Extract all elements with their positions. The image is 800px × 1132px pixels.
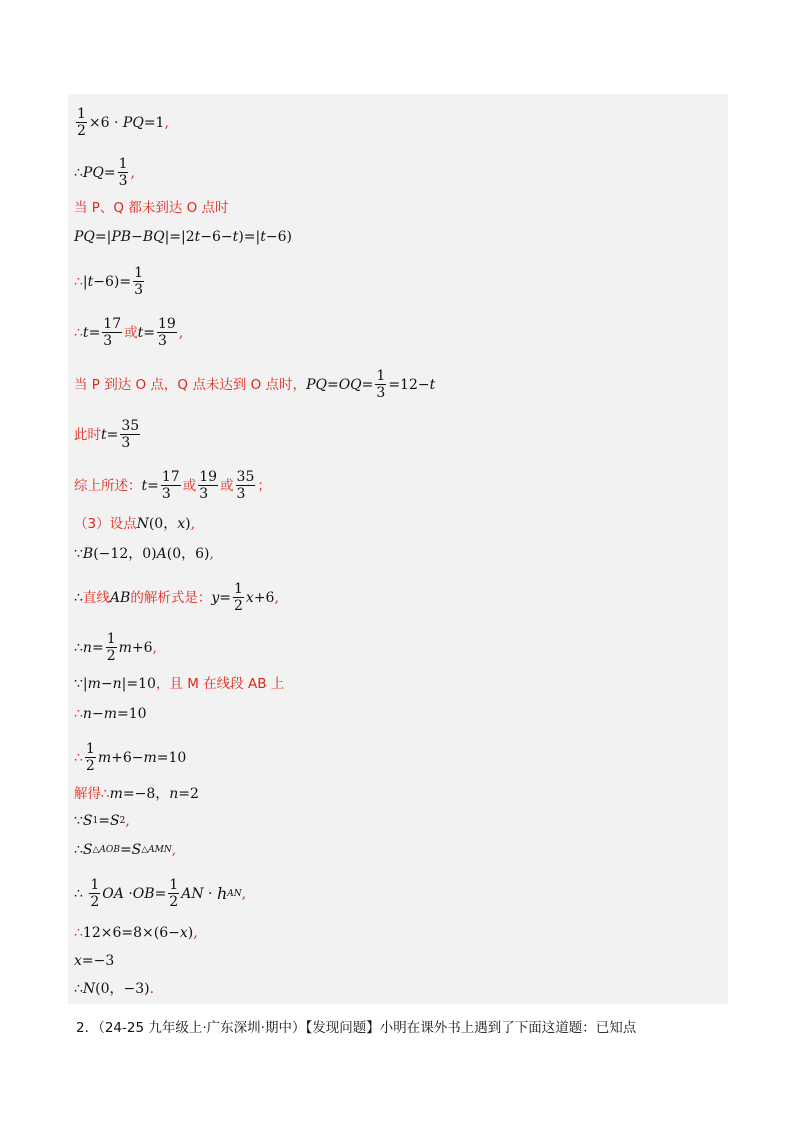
math-var: n <box>82 706 92 722</box>
fraction <box>118 157 129 188</box>
math-text: = <box>147 477 159 494</box>
math-var: S <box>109 813 120 829</box>
math-text: = <box>326 376 339 393</box>
math-var: x <box>179 925 188 941</box>
case-text: 此时 <box>74 426 101 443</box>
fraction <box>89 878 100 909</box>
math-text: = <box>103 164 116 181</box>
solution-line <box>74 674 284 694</box>
fraction <box>157 317 177 348</box>
question-2-text: 2．（24-25 九年级上·广东深圳·期中）【发现问题】小明在课外书上遇到了下面这道题：已知点 <box>76 1020 637 1036</box>
denominator: 3 <box>236 486 246 502</box>
subscript: AN <box>227 888 242 899</box>
denominator: 3 <box>121 435 131 451</box>
solution-line <box>74 266 146 297</box>
denominator: 2 <box>169 894 179 910</box>
math-text: |=|2 <box>164 229 195 245</box>
math-var: m <box>97 749 112 766</box>
therefore-symbol: ∴ <box>74 885 83 902</box>
math-text: − <box>91 706 104 722</box>
solution-line <box>74 470 271 501</box>
math-var: t <box>141 477 148 494</box>
solution-line <box>74 878 246 909</box>
math-var: n <box>169 786 179 802</box>
math-var: m <box>103 706 117 722</box>
math-text: = <box>106 426 119 443</box>
therefore-symbol: ∴ <box>74 981 83 997</box>
math-text: −6− <box>200 229 233 245</box>
math-var: PB <box>111 229 132 245</box>
solution-line <box>74 157 135 188</box>
therefore-symbol: ∴ <box>74 639 83 656</box>
therefore-symbol: ∴ <box>74 842 83 858</box>
math-var: N <box>82 981 96 997</box>
fraction <box>102 317 122 348</box>
math-var: PQ <box>122 114 144 131</box>
math-text: = <box>154 885 167 902</box>
numerator: 1 <box>376 368 386 384</box>
math-var: AB <box>109 589 131 606</box>
math-var: N <box>136 516 149 532</box>
numerator: 1 <box>134 265 144 281</box>
denominator: 3 <box>161 486 171 502</box>
math-text: −6)= <box>93 273 132 290</box>
fraction <box>76 107 87 138</box>
math-var: S <box>82 813 93 829</box>
math-var: BQ <box>142 229 165 245</box>
math-var: PQ <box>306 376 327 393</box>
denominator: 3 <box>158 333 167 349</box>
math-text: = <box>143 324 155 341</box>
math-var: S <box>82 842 93 858</box>
math-var: x <box>245 589 254 606</box>
math-text: = <box>88 324 101 341</box>
numerator: 1 <box>77 106 86 122</box>
solution-line <box>74 742 186 773</box>
numerator: 35 <box>236 469 255 485</box>
solution-line <box>74 514 195 534</box>
therefore-symbol: ∴ <box>74 589 83 606</box>
solution-line <box>74 632 157 663</box>
therefore-symbol: ∴ <box>74 925 83 941</box>
math-var: PQ <box>74 229 95 245</box>
math-text: −6) <box>265 229 292 245</box>
math-text: =10 <box>116 706 147 722</box>
math-text: = <box>91 639 104 656</box>
solution-line <box>74 198 229 218</box>
denominator: 3 <box>376 385 386 401</box>
therefore-symbol: ∴ <box>74 324 83 341</box>
math-var: OQ <box>338 376 362 393</box>
subscript: 1 <box>92 816 99 826</box>
numerator: 19 <box>158 316 176 332</box>
math-var: m <box>87 676 101 692</box>
math-text: = <box>98 813 110 829</box>
fraction <box>133 266 144 297</box>
math-var: t <box>429 376 436 393</box>
summary-text: 综上所述： <box>74 477 142 494</box>
punctuation: , <box>130 164 135 181</box>
math-var: m <box>118 639 132 656</box>
denominator: 2 <box>106 648 116 664</box>
math-text: =1 <box>143 114 165 131</box>
solution-line <box>74 107 169 138</box>
math-var: B <box>82 546 94 562</box>
fraction <box>168 878 179 909</box>
punctuation: , <box>152 639 157 656</box>
punctuation: , <box>125 813 130 829</box>
math-var: x <box>177 516 186 532</box>
solution-line <box>74 582 279 613</box>
case-text: 当 P 到达 O 点，Q 点未达到 O 点时， <box>74 376 307 393</box>
numerator: 1 <box>106 631 116 647</box>
punctuation: , <box>178 324 184 341</box>
math-var: PQ <box>82 164 104 181</box>
math-text: =| <box>94 229 112 245</box>
math-text: ) <box>187 925 194 941</box>
math-var: h <box>216 883 228 903</box>
subscript: △AOB <box>92 845 120 855</box>
denominator: 2 <box>77 123 86 139</box>
denominator: 3 <box>199 486 209 502</box>
punctuation: , <box>274 589 279 606</box>
punctuation: , <box>209 546 214 562</box>
math-text: +6 <box>131 639 153 656</box>
or-word: 或 <box>220 477 234 494</box>
punctuation: , <box>164 114 169 131</box>
math-var: S <box>131 842 142 858</box>
math-text: = <box>361 376 374 393</box>
math-var: t <box>82 324 89 341</box>
math-text: =2 <box>178 786 199 802</box>
solution-line <box>74 369 435 400</box>
numerator: 19 <box>199 469 218 485</box>
fraction <box>85 742 96 773</box>
condition-text: ，且 M 在线段 AB 上 <box>155 676 285 692</box>
denominator: 3 <box>103 333 113 349</box>
subscript: △AMN <box>141 845 172 855</box>
numerator: 35 <box>121 418 140 434</box>
math-text: |=10 <box>121 676 156 692</box>
math-word: 直线 <box>82 589 110 606</box>
therefore-symbol: ∴ <box>74 273 83 290</box>
because-symbol: ∵ <box>74 813 83 829</box>
solution-line <box>74 419 142 450</box>
therefore-symbol: ∴ <box>74 749 83 766</box>
solution-line <box>74 784 199 804</box>
denominator: 3 <box>134 282 144 298</box>
subscript: 2 <box>119 816 126 826</box>
math-text: 12×6=8×(6− <box>82 925 180 941</box>
or-word: 或 <box>124 324 138 341</box>
math-text: · <box>128 885 133 902</box>
fraction <box>375 369 386 400</box>
solution-line <box>74 840 176 860</box>
solution-line <box>74 811 130 831</box>
math-text: | <box>82 273 88 290</box>
math-text: ×6 · <box>88 114 119 131</box>
therefore-symbol: ∴ <box>74 164 83 181</box>
math-var: A <box>156 546 167 562</box>
punctuation: , <box>241 885 247 902</box>
math-text: +6− <box>111 749 144 766</box>
math-var: m <box>143 749 157 766</box>
math-var: x <box>74 953 82 969</box>
punctuation: . <box>149 981 155 997</box>
numerator: 1 <box>90 877 100 893</box>
math-var: n <box>82 639 92 656</box>
math-text: = <box>219 589 231 606</box>
denominator: 2 <box>85 758 95 774</box>
math-text: =10 <box>156 749 187 766</box>
punctuation: , <box>193 925 198 941</box>
solution-line <box>74 951 114 971</box>
solution-line <box>74 227 292 247</box>
solution-line <box>74 979 154 999</box>
math-text: (0，−3) <box>95 981 150 997</box>
fraction <box>233 582 244 613</box>
math-var: AN <box>181 885 204 902</box>
math-text: − <box>100 676 113 692</box>
numerator: 1 <box>85 741 95 757</box>
numerator: 1 <box>233 581 243 597</box>
math-text: (0，6) <box>166 546 210 562</box>
fraction <box>120 419 140 450</box>
numerator: 17 <box>161 469 180 485</box>
math-text: · <box>208 885 213 902</box>
math-var: t <box>260 229 266 245</box>
denominator: 2 <box>233 598 243 614</box>
or-word: 或 <box>182 477 197 494</box>
denominator: 2 <box>90 894 100 910</box>
solution-panel <box>68 94 728 1004</box>
math-text: =−3 <box>81 953 115 969</box>
punctuation: , <box>190 516 196 532</box>
numerator: 1 <box>169 877 179 893</box>
math-word: 的解析式是： <box>130 589 212 606</box>
solution-line <box>74 923 198 943</box>
math-text: − <box>131 229 143 245</box>
math-text: (0， <box>148 516 178 532</box>
because-symbol: ∵ <box>74 546 83 562</box>
math-var: t <box>137 324 144 341</box>
fraction <box>161 470 181 501</box>
therefore-symbol: ∴ <box>74 706 83 722</box>
math-var: t <box>232 229 239 245</box>
fraction <box>236 470 256 501</box>
numerator: 17 <box>103 316 122 332</box>
math-var: y <box>211 589 220 606</box>
fraction <box>106 632 117 663</box>
punctuation: ； <box>257 477 271 494</box>
math-text: =12− <box>388 376 430 393</box>
math-text: =−8， <box>122 786 170 802</box>
math-var: OB <box>132 885 155 902</box>
math-var: t <box>87 273 94 290</box>
math-text: ∵| <box>74 676 88 692</box>
math-var: t <box>194 229 201 245</box>
case-text: 当 P、Q 都未到达 O 点时 <box>74 200 229 216</box>
solution-line <box>74 317 183 348</box>
solution-line <box>74 544 214 564</box>
math-text: = <box>119 842 132 858</box>
math-var: n <box>112 676 122 692</box>
math-text: ) <box>185 516 191 532</box>
math-text: +6 <box>253 589 275 606</box>
math-text: (−12，0) <box>93 546 157 562</box>
numerator: 1 <box>118 156 128 172</box>
math-var: t <box>101 426 107 443</box>
math-text: )=| <box>238 229 261 245</box>
solve-text: 解得∴ <box>74 786 110 802</box>
denominator: 3 <box>118 173 128 189</box>
fraction <box>198 470 218 501</box>
part-label: （3）设点 <box>74 516 137 532</box>
math-var: m <box>109 786 123 802</box>
solution-line <box>74 704 147 724</box>
punctuation: , <box>171 842 177 858</box>
math-var: OA <box>102 885 124 902</box>
